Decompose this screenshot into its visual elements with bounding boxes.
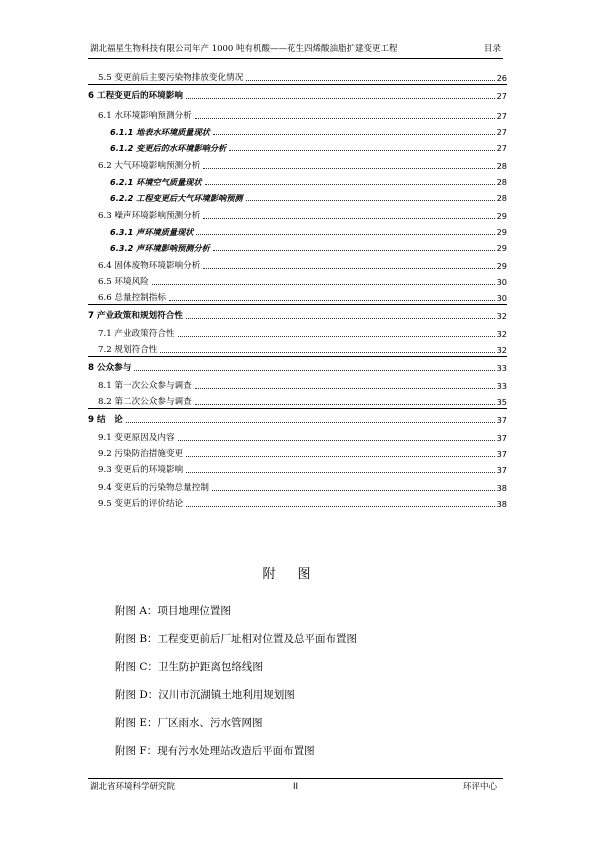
toc-entry[interactable] bbox=[88, 326, 507, 340]
toc-entry-page: 29 bbox=[496, 261, 507, 271]
toc-entry-page: 37 bbox=[496, 465, 507, 475]
toc-leader-dots bbox=[186, 456, 494, 457]
toc-entry-page: 28 bbox=[496, 161, 507, 171]
toc-entry[interactable] bbox=[88, 412, 507, 426]
toc-entry[interactable] bbox=[88, 446, 507, 460]
toc-entry-page: 35 bbox=[496, 397, 507, 407]
appendix-title: 附图 bbox=[262, 567, 333, 582]
toc-entry[interactable] bbox=[88, 378, 507, 392]
toc-leader-dots bbox=[195, 404, 495, 405]
toc-entry-page: 37 bbox=[496, 415, 507, 425]
toc-leader-dots bbox=[186, 506, 494, 507]
toc-entry-page: 27 bbox=[496, 143, 507, 153]
toc-entry-label: 6.3.2 声环境影响预测分析 bbox=[110, 243, 210, 253]
toc-entry-label: 9.4 变更后的污染物总量控制 bbox=[98, 483, 209, 493]
toc-entry-page: 33 bbox=[496, 381, 507, 391]
toc-leader-dots bbox=[212, 490, 495, 491]
toc-entry-page: 28 bbox=[496, 193, 507, 203]
toc-entry[interactable] bbox=[88, 290, 507, 305]
toc-entry[interactable] bbox=[88, 430, 507, 444]
page-header bbox=[88, 40, 503, 59]
toc-entry-page: 30 bbox=[496, 277, 507, 287]
toc-entry-label: 8 公众参与 bbox=[88, 363, 132, 373]
toc-entry-page: 32 bbox=[496, 345, 507, 355]
toc-entry-label: 5.5 变更前后主要污染物排放变化情况 bbox=[98, 73, 244, 83]
toc-leader-dots bbox=[196, 234, 494, 235]
toc-entry[interactable] bbox=[88, 274, 507, 288]
toc-entry[interactable] bbox=[88, 342, 507, 357]
toc-entry-label: 9 结 论 bbox=[88, 415, 123, 425]
toc-entry-page: 29 bbox=[496, 243, 507, 253]
toc-entry[interactable] bbox=[88, 224, 507, 238]
toc-leader-dots bbox=[134, 370, 494, 371]
toc-entry-label: 8.2 第二次公众参与调查 bbox=[98, 397, 192, 407]
toc-leader-dots bbox=[186, 472, 494, 473]
toc-leader-dots bbox=[152, 284, 495, 285]
toc-entry-page: 26 bbox=[496, 73, 507, 83]
toc-leader-dots bbox=[229, 150, 494, 151]
toc-leader-dots bbox=[178, 440, 495, 441]
toc-entry-label: 6.2.2 工程变更后大气环境影响预测 bbox=[110, 193, 243, 203]
toc-entry-page: 29 bbox=[496, 227, 507, 237]
toc-entry-label: 7.2 规划符合性 bbox=[98, 345, 158, 355]
toc-entry-page: 33 bbox=[496, 363, 507, 373]
toc-leader-dots bbox=[246, 80, 494, 81]
appendix-figure-item: 附图 B：工程变更前后厂址相对位置及总平面布置图 bbox=[115, 633, 358, 645]
toc-entry-label: 9.5 变更后的评价结论 bbox=[98, 499, 184, 509]
toc-leader-dots bbox=[169, 300, 495, 301]
toc-entry-label: 6.1 水环境影响预测分析 bbox=[98, 111, 192, 121]
toc-entry-page: 27 bbox=[496, 111, 507, 121]
toc-leader-dots bbox=[213, 250, 495, 251]
toc-entry-label: 6.3.1 声环境质量现状 bbox=[110, 227, 194, 237]
toc-entry-page: 30 bbox=[496, 293, 507, 303]
toc-entry[interactable] bbox=[88, 190, 507, 204]
appendix-figure-item: 附图 D：汉川市沉湖镇土地利用规划图 bbox=[115, 689, 295, 701]
toc-entry[interactable] bbox=[88, 174, 507, 188]
toc-entry[interactable] bbox=[88, 158, 507, 172]
toc-entry[interactable] bbox=[88, 480, 507, 494]
toc-entry[interactable] bbox=[88, 108, 507, 122]
toc-entry[interactable] bbox=[88, 360, 507, 374]
toc-entry-label: 6.2.1 环境空气质量现状 bbox=[110, 177, 202, 187]
page-footer bbox=[88, 778, 503, 793]
toc-entry-page: 29 bbox=[496, 211, 507, 221]
toc-leader-dots bbox=[246, 200, 495, 201]
toc-entry[interactable] bbox=[88, 140, 507, 154]
toc-entry[interactable] bbox=[88, 496, 507, 510]
toc-entry[interactable] bbox=[88, 462, 507, 476]
toc-entry-label: 6 工程变更后的环境影响 bbox=[88, 91, 183, 101]
header-section: 目录 bbox=[483, 44, 501, 54]
toc-leader-dots bbox=[186, 98, 495, 99]
toc-entry-page: 32 bbox=[496, 329, 507, 339]
toc-leader-dots bbox=[186, 318, 495, 319]
toc-entry-label: 7 产业政策和规划符合性 bbox=[88, 311, 183, 321]
toc-entry[interactable] bbox=[88, 70, 507, 85]
toc-entry-label: 7.1 产业政策符合性 bbox=[98, 329, 175, 339]
toc-entry-page: 37 bbox=[496, 433, 507, 443]
appendix-figure-item: 附图 C：卫生防护距离包络线图 bbox=[115, 661, 263, 673]
toc-leader-dots bbox=[195, 388, 495, 389]
toc-entry-label: 6.6 总量控制指标 bbox=[98, 293, 166, 303]
footer-department: 环评中心 bbox=[462, 782, 497, 792]
toc-entry-label: 9.3 变更后的环境影响 bbox=[98, 465, 184, 475]
toc-entry[interactable] bbox=[88, 394, 507, 409]
toc-entry-page: 38 bbox=[496, 499, 507, 509]
toc-entry-label: 8.1 第一次公众参与调查 bbox=[98, 381, 192, 391]
toc-leader-dots bbox=[205, 184, 495, 185]
toc-leader-dots bbox=[203, 168, 494, 169]
toc-leader-dots bbox=[203, 218, 494, 219]
toc-entry-page: 27 bbox=[496, 91, 507, 101]
toc-entry[interactable] bbox=[88, 240, 507, 254]
header-title: 湖北福星生物科技有限公司年产 1000 吨有机酸——花生四烯酸油脂扩建变更工程 bbox=[90, 44, 398, 54]
toc-entry[interactable] bbox=[88, 88, 507, 102]
toc-entry-label: 6.4 固体废物环境影响分析 bbox=[98, 261, 201, 271]
toc-entry-label: 6.1.2 变更后的水环境影响分析 bbox=[110, 143, 227, 153]
toc-entry-page: 32 bbox=[496, 311, 507, 321]
toc-leader-dots bbox=[160, 352, 494, 353]
toc-leader-dots bbox=[195, 118, 495, 119]
toc-leader-dots bbox=[203, 268, 494, 269]
toc-entry-page: 28 bbox=[496, 177, 507, 187]
toc-entry-label: 6.1.1 地表水环境质量现状 bbox=[110, 127, 210, 137]
toc-entry[interactable] bbox=[88, 124, 507, 138]
appendix-figure-item: 附图 F：现有污水处理站改造后平面布置图 bbox=[115, 745, 315, 757]
toc-entry-label: 9.2 污染防治措施变更 bbox=[98, 449, 184, 459]
toc-leader-dots bbox=[178, 336, 495, 337]
toc-leader-dots bbox=[213, 134, 495, 135]
appendix-figure-item: 附图 E：厂区雨水、污水管网图 bbox=[115, 717, 263, 729]
toc-entry[interactable] bbox=[88, 258, 507, 272]
toc-entry-label: 9.1 变更原因及内容 bbox=[98, 433, 175, 443]
footer-page-number: II bbox=[292, 782, 298, 792]
toc-entry-page: 27 bbox=[496, 127, 507, 137]
toc-entry-label: 6.3 噪声环境影响预测分析 bbox=[98, 211, 201, 221]
appendix-figure-item: 附图 A：项目地理位置图 bbox=[115, 605, 231, 617]
toc-entry-label: 6.5 环境风险 bbox=[98, 277, 149, 287]
toc-entry[interactable] bbox=[88, 208, 507, 222]
toc-entry[interactable] bbox=[88, 308, 507, 322]
toc-entry-page: 38 bbox=[496, 483, 507, 493]
toc-entry-label: 6.2 大气环境影响预测分析 bbox=[98, 161, 201, 171]
toc-entry-page: 37 bbox=[496, 449, 507, 459]
toc-leader-dots bbox=[126, 422, 495, 423]
footer-institute: 湖北省环境科学研究院 bbox=[90, 782, 176, 792]
